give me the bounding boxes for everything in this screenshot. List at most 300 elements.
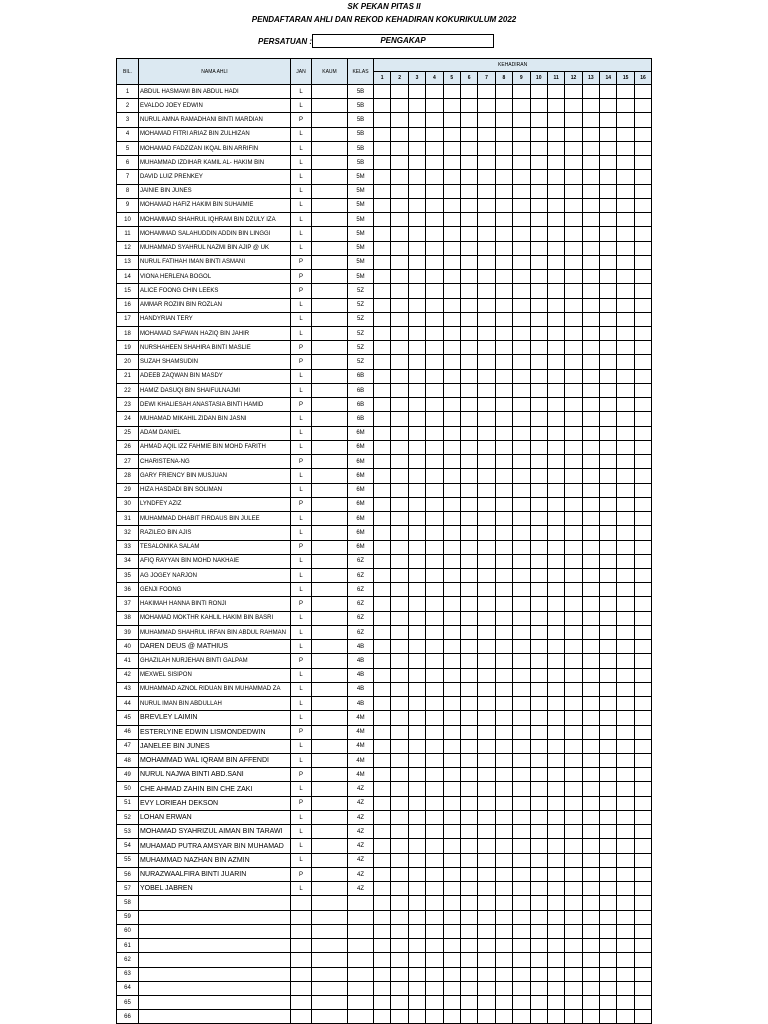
attendance-cell[interactable] (600, 213, 617, 227)
attendance-cell[interactable] (443, 739, 460, 753)
attendance-cell[interactable] (547, 298, 564, 312)
attendance-cell[interactable] (478, 1010, 495, 1024)
attendance-cell[interactable] (600, 867, 617, 881)
attendance-cell[interactable] (374, 640, 391, 654)
attendance-cell[interactable] (513, 583, 530, 597)
attendance-cell[interactable] (443, 213, 460, 227)
attendance-cell[interactable] (374, 625, 391, 639)
attendance-cell[interactable] (513, 996, 530, 1010)
attendance-cell[interactable] (530, 924, 547, 938)
attendance-cell[interactable] (443, 455, 460, 469)
attendance-cell[interactable] (426, 483, 443, 497)
attendance-cell[interactable] (426, 127, 443, 141)
attendance-cell[interactable] (495, 725, 512, 739)
attendance-cell[interactable] (547, 896, 564, 910)
attendance-cell[interactable] (634, 412, 651, 426)
attendance-cell[interactable] (391, 355, 408, 369)
attendance-cell[interactable] (634, 213, 651, 227)
attendance-cell[interactable] (565, 127, 582, 141)
attendance-cell[interactable] (582, 141, 599, 155)
attendance-cell[interactable] (617, 611, 634, 625)
attendance-cell[interactable] (460, 711, 477, 725)
attendance-cell[interactable] (460, 924, 477, 938)
attendance-cell[interactable] (460, 825, 477, 839)
attendance-cell[interactable] (426, 796, 443, 810)
attendance-cell[interactable] (600, 270, 617, 284)
attendance-cell[interactable] (617, 213, 634, 227)
attendance-cell[interactable] (443, 512, 460, 526)
attendance-cell[interactable] (582, 924, 599, 938)
attendance-cell[interactable] (617, 896, 634, 910)
attendance-cell[interactable] (478, 540, 495, 554)
attendance-cell[interactable] (600, 227, 617, 241)
attendance-cell[interactable] (460, 298, 477, 312)
attendance-cell[interactable] (391, 99, 408, 113)
attendance-cell[interactable] (478, 426, 495, 440)
attendance-cell[interactable] (565, 867, 582, 881)
attendance-cell[interactable] (426, 284, 443, 298)
attendance-cell[interactable] (617, 924, 634, 938)
attendance-cell[interactable] (478, 725, 495, 739)
attendance-cell[interactable] (408, 170, 425, 184)
attendance-cell[interactable] (460, 640, 477, 654)
attendance-cell[interactable] (582, 768, 599, 782)
attendance-cell[interactable] (426, 882, 443, 896)
attendance-cell[interactable] (460, 170, 477, 184)
attendance-cell[interactable] (547, 141, 564, 155)
attendance-cell[interactable] (600, 426, 617, 440)
attendance-cell[interactable] (460, 241, 477, 255)
attendance-cell[interactable] (600, 170, 617, 184)
attendance-cell[interactable] (617, 640, 634, 654)
attendance-cell[interactable] (634, 924, 651, 938)
attendance-cell[interactable] (582, 796, 599, 810)
attendance-cell[interactable] (374, 170, 391, 184)
attendance-cell[interactable] (634, 939, 651, 953)
attendance-cell[interactable] (460, 910, 477, 924)
attendance-cell[interactable] (634, 440, 651, 454)
attendance-cell[interactable] (565, 796, 582, 810)
attendance-cell[interactable] (600, 711, 617, 725)
attendance-cell[interactable] (547, 312, 564, 326)
attendance-cell[interactable] (513, 640, 530, 654)
attendance-cell[interactable] (391, 668, 408, 682)
attendance-cell[interactable] (460, 583, 477, 597)
attendance-cell[interactable] (495, 782, 512, 796)
attendance-cell[interactable] (600, 597, 617, 611)
attendance-cell[interactable] (530, 227, 547, 241)
attendance-cell[interactable] (530, 825, 547, 839)
attendance-cell[interactable] (634, 170, 651, 184)
attendance-cell[interactable] (478, 967, 495, 981)
attendance-cell[interactable] (495, 512, 512, 526)
attendance-cell[interactable] (530, 625, 547, 639)
attendance-cell[interactable] (582, 512, 599, 526)
attendance-cell[interactable] (426, 326, 443, 340)
attendance-cell[interactable] (391, 113, 408, 127)
attendance-cell[interactable] (426, 981, 443, 995)
attendance-cell[interactable] (565, 184, 582, 198)
attendance-cell[interactable] (547, 583, 564, 597)
attendance-cell[interactable] (391, 255, 408, 269)
attendance-cell[interactable] (391, 839, 408, 853)
attendance-cell[interactable] (600, 141, 617, 155)
attendance-cell[interactable] (634, 426, 651, 440)
attendance-cell[interactable] (478, 85, 495, 99)
attendance-cell[interactable] (408, 255, 425, 269)
attendance-cell[interactable] (530, 241, 547, 255)
attendance-cell[interactable] (426, 512, 443, 526)
attendance-cell[interactable] (565, 270, 582, 284)
attendance-cell[interactable] (530, 540, 547, 554)
attendance-cell[interactable] (634, 554, 651, 568)
attendance-cell[interactable] (617, 839, 634, 853)
attendance-cell[interactable] (513, 455, 530, 469)
attendance-cell[interactable] (617, 170, 634, 184)
attendance-cell[interactable] (547, 426, 564, 440)
attendance-cell[interactable] (530, 711, 547, 725)
attendance-cell[interactable] (460, 796, 477, 810)
attendance-cell[interactable] (391, 483, 408, 497)
attendance-cell[interactable] (582, 540, 599, 554)
attendance-cell[interactable] (460, 127, 477, 141)
attendance-cell[interactable] (374, 141, 391, 155)
attendance-cell[interactable] (565, 440, 582, 454)
attendance-cell[interactable] (634, 526, 651, 540)
attendance-cell[interactable] (391, 882, 408, 896)
attendance-cell[interactable] (600, 682, 617, 696)
attendance-cell[interactable] (443, 953, 460, 967)
attendance-cell[interactable] (530, 127, 547, 141)
attendance-cell[interactable] (634, 141, 651, 155)
attendance-cell[interactable] (617, 625, 634, 639)
attendance-cell[interactable] (495, 583, 512, 597)
attendance-cell[interactable] (391, 184, 408, 198)
attendance-cell[interactable] (391, 341, 408, 355)
attendance-cell[interactable] (600, 85, 617, 99)
attendance-cell[interactable] (408, 270, 425, 284)
attendance-cell[interactable] (600, 640, 617, 654)
attendance-cell[interactable] (443, 156, 460, 170)
attendance-cell[interactable] (495, 227, 512, 241)
attendance-cell[interactable] (460, 99, 477, 113)
attendance-cell[interactable] (634, 483, 651, 497)
attendance-cell[interactable] (634, 697, 651, 711)
attendance-cell[interactable] (426, 412, 443, 426)
attendance-cell[interactable] (478, 141, 495, 155)
attendance-cell[interactable] (495, 497, 512, 511)
attendance-cell[interactable] (565, 568, 582, 582)
attendance-cell[interactable] (426, 725, 443, 739)
attendance-cell[interactable] (478, 99, 495, 113)
attendance-cell[interactable] (582, 398, 599, 412)
attendance-cell[interactable] (513, 825, 530, 839)
attendance-cell[interactable] (513, 440, 530, 454)
attendance-cell[interactable] (478, 825, 495, 839)
attendance-cell[interactable] (582, 697, 599, 711)
attendance-cell[interactable] (460, 967, 477, 981)
attendance-cell[interactable] (443, 426, 460, 440)
attendance-cell[interactable] (600, 754, 617, 768)
attendance-cell[interactable] (426, 654, 443, 668)
attendance-cell[interactable] (478, 512, 495, 526)
attendance-cell[interactable] (513, 298, 530, 312)
attendance-cell[interactable] (443, 910, 460, 924)
attendance-cell[interactable] (617, 426, 634, 440)
attendance-cell[interactable] (547, 113, 564, 127)
attendance-cell[interactable] (478, 924, 495, 938)
attendance-cell[interactable] (460, 483, 477, 497)
attendance-cell[interactable] (565, 141, 582, 155)
attendance-cell[interactable] (408, 939, 425, 953)
attendance-cell[interactable] (513, 198, 530, 212)
attendance-cell[interactable] (443, 398, 460, 412)
attendance-cell[interactable] (495, 398, 512, 412)
attendance-cell[interactable] (443, 867, 460, 881)
attendance-cell[interactable] (582, 654, 599, 668)
attendance-cell[interactable] (391, 782, 408, 796)
attendance-cell[interactable] (391, 326, 408, 340)
attendance-cell[interactable] (617, 725, 634, 739)
attendance-cell[interactable] (582, 85, 599, 99)
attendance-cell[interactable] (513, 255, 530, 269)
attendance-cell[interactable] (600, 725, 617, 739)
attendance-cell[interactable] (460, 213, 477, 227)
attendance-cell[interactable] (374, 213, 391, 227)
attendance-cell[interactable] (547, 412, 564, 426)
attendance-cell[interactable] (600, 198, 617, 212)
attendance-cell[interactable] (374, 939, 391, 953)
attendance-cell[interactable] (582, 156, 599, 170)
attendance-cell[interactable] (426, 540, 443, 554)
attendance-cell[interactable] (408, 768, 425, 782)
attendance-cell[interactable] (374, 1010, 391, 1024)
attendance-cell[interactable] (391, 170, 408, 184)
attendance-cell[interactable] (460, 654, 477, 668)
attendance-cell[interactable] (374, 326, 391, 340)
attendance-cell[interactable] (408, 141, 425, 155)
attendance-cell[interactable] (565, 369, 582, 383)
attendance-cell[interactable] (634, 284, 651, 298)
attendance-cell[interactable] (634, 383, 651, 397)
attendance-cell[interactable] (582, 981, 599, 995)
attendance-cell[interactable] (374, 99, 391, 113)
attendance-cell[interactable] (478, 625, 495, 639)
attendance-cell[interactable] (617, 981, 634, 995)
attendance-cell[interactable] (600, 939, 617, 953)
attendance-cell[interactable] (478, 113, 495, 127)
attendance-cell[interactable] (582, 896, 599, 910)
attendance-cell[interactable] (617, 141, 634, 155)
attendance-cell[interactable] (600, 825, 617, 839)
attendance-cell[interactable] (478, 853, 495, 867)
attendance-cell[interactable] (460, 398, 477, 412)
attendance-cell[interactable] (443, 754, 460, 768)
attendance-cell[interactable] (460, 996, 477, 1010)
attendance-cell[interactable] (530, 526, 547, 540)
attendance-cell[interactable] (530, 853, 547, 867)
attendance-cell[interactable] (617, 497, 634, 511)
attendance-cell[interactable] (374, 825, 391, 839)
attendance-cell[interactable] (495, 654, 512, 668)
attendance-cell[interactable] (582, 284, 599, 298)
attendance-cell[interactable] (565, 910, 582, 924)
attendance-cell[interactable] (408, 953, 425, 967)
attendance-cell[interactable] (495, 113, 512, 127)
attendance-cell[interactable] (634, 156, 651, 170)
attendance-cell[interactable] (460, 369, 477, 383)
attendance-cell[interactable] (443, 896, 460, 910)
attendance-cell[interactable] (513, 867, 530, 881)
attendance-cell[interactable] (617, 939, 634, 953)
attendance-cell[interactable] (617, 355, 634, 369)
attendance-cell[interactable] (460, 469, 477, 483)
attendance-cell[interactable] (600, 455, 617, 469)
attendance-cell[interactable] (460, 953, 477, 967)
attendance-cell[interactable] (513, 227, 530, 241)
attendance-cell[interactable] (547, 512, 564, 526)
attendance-cell[interactable] (374, 512, 391, 526)
attendance-cell[interactable] (565, 398, 582, 412)
attendance-cell[interactable] (565, 383, 582, 397)
attendance-cell[interactable] (582, 497, 599, 511)
attendance-cell[interactable] (460, 198, 477, 212)
attendance-cell[interactable] (582, 739, 599, 753)
attendance-cell[interactable] (443, 768, 460, 782)
attendance-cell[interactable] (408, 326, 425, 340)
attendance-cell[interactable] (408, 412, 425, 426)
attendance-cell[interactable] (460, 896, 477, 910)
attendance-cell[interactable] (547, 725, 564, 739)
attendance-cell[interactable] (513, 141, 530, 155)
attendance-cell[interactable] (391, 227, 408, 241)
attendance-cell[interactable] (443, 568, 460, 582)
attendance-cell[interactable] (634, 640, 651, 654)
attendance-cell[interactable] (617, 127, 634, 141)
attendance-cell[interactable] (600, 497, 617, 511)
attendance-cell[interactable] (443, 554, 460, 568)
attendance-cell[interactable] (530, 882, 547, 896)
attendance-cell[interactable] (582, 426, 599, 440)
attendance-cell[interactable] (582, 241, 599, 255)
attendance-cell[interactable] (426, 355, 443, 369)
attendance-cell[interactable] (547, 398, 564, 412)
attendance-cell[interactable] (547, 611, 564, 625)
attendance-cell[interactable] (478, 782, 495, 796)
attendance-cell[interactable] (460, 540, 477, 554)
attendance-cell[interactable] (530, 640, 547, 654)
attendance-cell[interactable] (426, 369, 443, 383)
attendance-cell[interactable] (547, 270, 564, 284)
attendance-cell[interactable] (547, 768, 564, 782)
attendance-cell[interactable] (478, 241, 495, 255)
attendance-cell[interactable] (617, 853, 634, 867)
attendance-cell[interactable] (460, 554, 477, 568)
attendance-cell[interactable] (600, 768, 617, 782)
attendance-cell[interactable] (634, 184, 651, 198)
attendance-cell[interactable] (426, 939, 443, 953)
attendance-cell[interactable] (495, 426, 512, 440)
attendance-cell[interactable] (582, 711, 599, 725)
attendance-cell[interactable] (565, 99, 582, 113)
attendance-cell[interactable] (391, 583, 408, 597)
attendance-cell[interactable] (513, 939, 530, 953)
attendance-cell[interactable] (547, 241, 564, 255)
attendance-cell[interactable] (547, 953, 564, 967)
attendance-cell[interactable] (495, 270, 512, 284)
attendance-cell[interactable] (565, 284, 582, 298)
attendance-cell[interactable] (513, 270, 530, 284)
attendance-cell[interactable] (513, 853, 530, 867)
attendance-cell[interactable] (391, 810, 408, 824)
attendance-cell[interactable] (617, 739, 634, 753)
attendance-cell[interactable] (617, 568, 634, 582)
attendance-cell[interactable] (478, 127, 495, 141)
attendance-cell[interactable] (408, 882, 425, 896)
attendance-cell[interactable] (547, 341, 564, 355)
attendance-cell[interactable] (495, 341, 512, 355)
attendance-cell[interactable] (530, 170, 547, 184)
attendance-cell[interactable] (617, 554, 634, 568)
attendance-cell[interactable] (478, 896, 495, 910)
attendance-cell[interactable] (495, 739, 512, 753)
attendance-cell[interactable] (513, 711, 530, 725)
attendance-cell[interactable] (582, 568, 599, 582)
attendance-cell[interactable] (426, 896, 443, 910)
attendance-cell[interactable] (582, 198, 599, 212)
attendance-cell[interactable] (617, 882, 634, 896)
attendance-cell[interactable] (408, 725, 425, 739)
attendance-cell[interactable] (460, 184, 477, 198)
attendance-cell[interactable] (443, 682, 460, 696)
attendance-cell[interactable] (478, 156, 495, 170)
attendance-cell[interactable] (547, 711, 564, 725)
attendance-cell[interactable] (634, 611, 651, 625)
attendance-cell[interactable] (634, 270, 651, 284)
attendance-cell[interactable] (460, 739, 477, 753)
attendance-cell[interactable] (617, 910, 634, 924)
attendance-cell[interactable] (478, 369, 495, 383)
attendance-cell[interactable] (513, 782, 530, 796)
attendance-cell[interactable] (530, 298, 547, 312)
attendance-cell[interactable] (617, 526, 634, 540)
attendance-cell[interactable] (443, 810, 460, 824)
attendance-cell[interactable] (374, 682, 391, 696)
attendance-cell[interactable] (565, 640, 582, 654)
attendance-cell[interactable] (426, 668, 443, 682)
attendance-cell[interactable] (634, 711, 651, 725)
attendance-cell[interactable] (443, 981, 460, 995)
attendance-cell[interactable] (530, 355, 547, 369)
attendance-cell[interactable] (582, 625, 599, 639)
attendance-cell[interactable] (443, 113, 460, 127)
attendance-cell[interactable] (600, 996, 617, 1010)
attendance-cell[interactable] (495, 198, 512, 212)
attendance-cell[interactable] (565, 924, 582, 938)
attendance-cell[interactable] (408, 853, 425, 867)
attendance-cell[interactable] (634, 896, 651, 910)
attendance-cell[interactable] (374, 725, 391, 739)
attendance-cell[interactable] (391, 312, 408, 326)
attendance-cell[interactable] (617, 241, 634, 255)
attendance-cell[interactable] (495, 939, 512, 953)
attendance-cell[interactable] (547, 668, 564, 682)
attendance-cell[interactable] (443, 725, 460, 739)
attendance-cell[interactable] (443, 967, 460, 981)
attendance-cell[interactable] (617, 825, 634, 839)
attendance-cell[interactable] (426, 682, 443, 696)
attendance-cell[interactable] (530, 412, 547, 426)
